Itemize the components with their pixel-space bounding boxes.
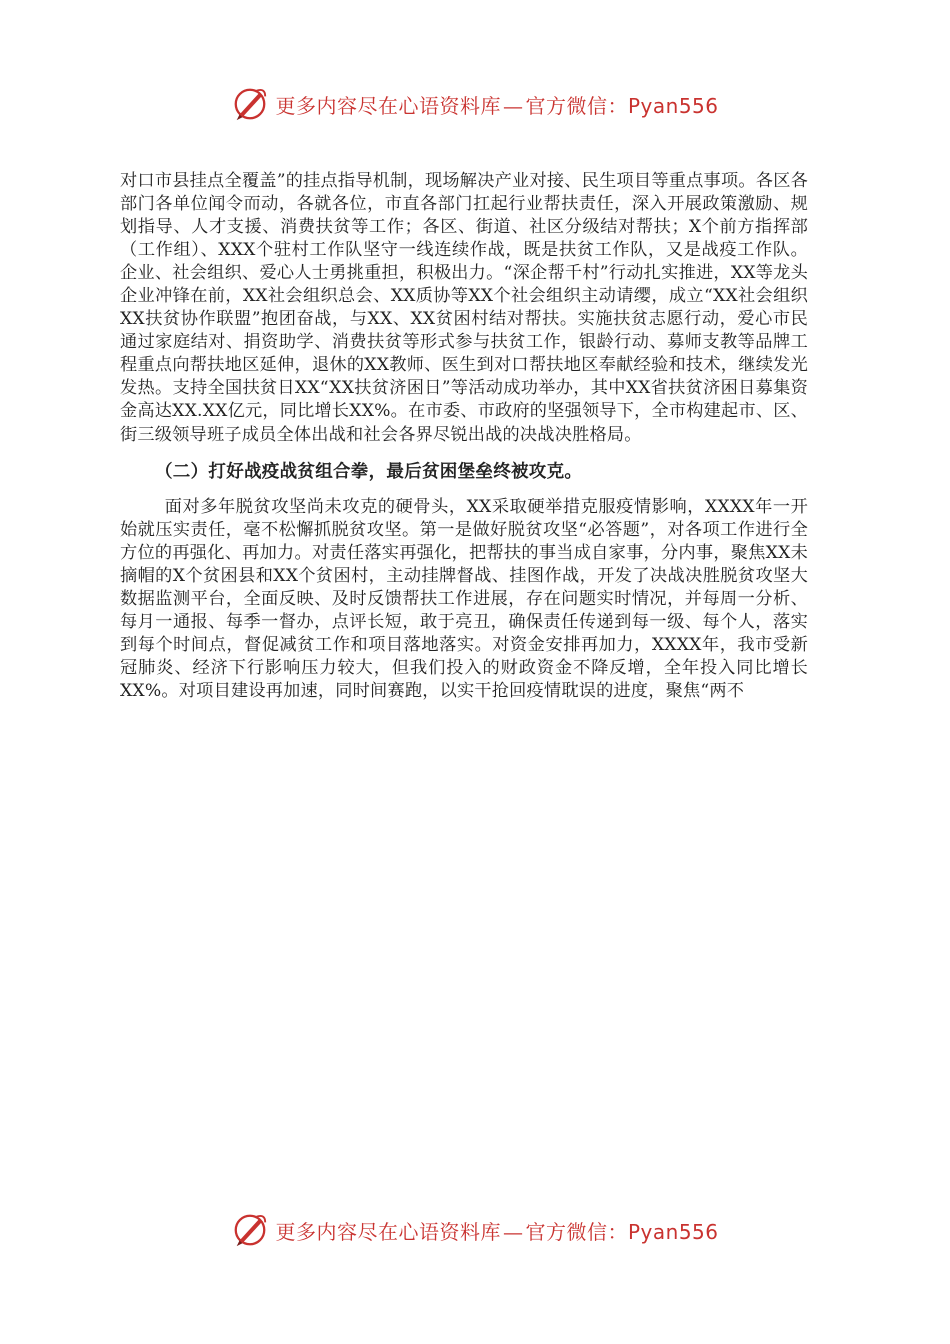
header-banner bbox=[0, 84, 950, 124]
body-paragraph-1: 对口市县挂点全覆盖”的挂点指导机制，现场解决产业对接、民生项目等重点事项。各区各部门各单位闻令而动，各就各位，市直各部门扛起行业帮扶责任，深入开展政策激励、规划指导、人才支援、消费扶贫等工作；各区、街道、社区分级结对帮扶；X个前方指挥部（工作组）、XXX个驻村工作队坚守一线连续作战，既是扶贫工作队，又是战疫工作队。企业、社会组织、爱心人士勇挑重担，积极出力。“深企帮千村”行动扎实推进，XX等龙头企业冲锋在前，XX社会组织总会、XX质协等XX个社会组织主动请缨，成立“XX社会组织XX扶贫协作联盟”抱团奋战，与XX、XX贫困村结对帮扶。实施扶贫志愿行动，爱心市民通过家庭结对、捐资助学、消费扶贫等形式参与扶贫工作，银龄行动、募师支教等品牌工程重点向帮扶地区延伸，退休的XX教师、医生到对口帮扶地区奉献经验和技术，继续发光发热。支持全国扶贫日XX“XX扶贫济困日”等活动成功举办，其中XX省扶贫济困日募集资金高达XX.XX亿元，同比增长XX%。在市委、市政府的坚强领导下，全市构建起市、区、街三级领导班子成员全体出战和社会各界尽锐出战的决战决胜格局。 bbox=[120, 171, 808, 445]
body-paragraph-2: 面对多年脱贫攻坚尚未攻克的硬骨头，XX采取硬举措克服疫情影响，XXXX年一开始就压实责任，毫不松懈抓脱贫攻坚。第一是做好脱贫攻坚“必答题”，对各项工作进行全方位的再强化、再加力。对责任落实再强化，把帮扶的事当成自家事，分内事，聚焦XX未摘帽的X个贫困县和XX个贫困村，主动挂牌督战、挂图作战，开发了决战决胜脱贫攻坚大数据监测平台，全面反映、及时反馈帮扶工作进展，存在问题实时情况，并每周一分析、每月一通报、每季一督办，点评长短，敢于亮丑，确保责任传递到每一级、每个人，落实到每个时间点，督促减贫工作和项目落地落实。对资金安排再加力，XXXX年，我市受新冠肺炎、经济下行影响压力较大，但我们投入的财政资金不降反增，全年投入同比增长XX%。对项目建设再加速，同时间赛跑，以实干抢回疫情耽误的进度，聚焦“两不 bbox=[120, 496, 808, 701]
banner-account: Pyan556 bbox=[627, 1219, 719, 1244]
banner-account: Pyan556 bbox=[627, 93, 719, 118]
banner-text: 更多内容尽在心语资料库 bbox=[275, 1219, 501, 1244]
banner-wechat-label: 官方微信： bbox=[525, 93, 628, 118]
banner-separator: — bbox=[502, 1219, 524, 1244]
footer-banner bbox=[0, 1210, 950, 1250]
banner-wechat-label: 官方微信： bbox=[525, 1219, 628, 1244]
banner-separator: — bbox=[502, 93, 524, 118]
section-heading: （二）打好战疫战贫组合拳，最后贫困堡垒终被攻克。 bbox=[155, 461, 583, 482]
pen-logo-icon bbox=[231, 85, 269, 123]
banner-text: 更多内容尽在心语资料库 bbox=[275, 93, 501, 118]
document-body bbox=[120, 170, 808, 703]
pen-logo-icon bbox=[231, 1211, 269, 1249]
